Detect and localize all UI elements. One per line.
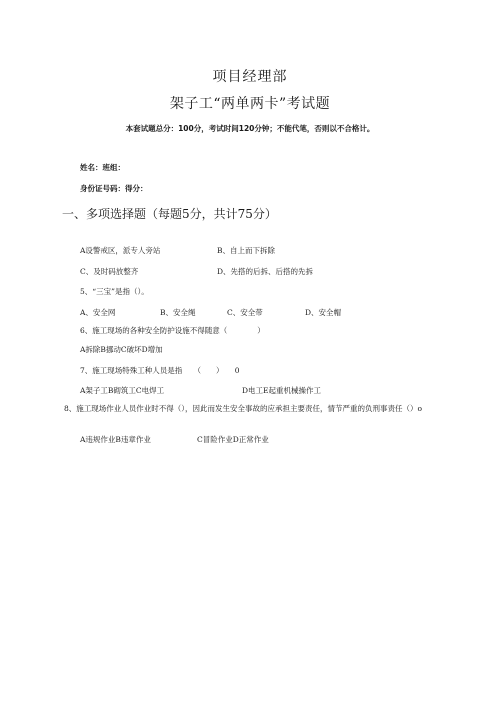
q8-options-a-b: A违规作业B违章作业 bbox=[80, 435, 151, 444]
q5-option-d: D、安全帽 bbox=[305, 308, 342, 317]
q4-option-b: B、自上而下拆除 bbox=[217, 246, 276, 255]
section-title: 一、多项选择题（每题5分，共计75分） bbox=[62, 207, 277, 221]
q5-text: 5、“三宝”是指（）。 bbox=[80, 287, 149, 296]
name-group-field: 姓名：班组： bbox=[80, 163, 125, 172]
q7-options-a-c: A架子工B砌筑工C电焊工 bbox=[80, 386, 165, 395]
q4-option-a: A设警戒区，派专人旁站 bbox=[80, 246, 161, 255]
exam-notice: 本套试题总分：100分，考试时间120分钟；不能代笔，否则以不合格计。 bbox=[125, 124, 375, 133]
department-title: 项目经理部 bbox=[212, 69, 288, 85]
q6-text: 6、施工现场的各种安全防护设施不得随意（ ） bbox=[80, 326, 265, 335]
q6-options: A拆除B挪动C破坏D增加 bbox=[80, 345, 163, 354]
q5-option-b: B、安全绳 bbox=[160, 308, 196, 317]
exam-title: 架子工“两单两卡”考试题 bbox=[169, 96, 331, 112]
q5-option-c: C、安全带 bbox=[227, 308, 263, 317]
q7-text: 7、施工现场特殊工种人员是指 （ ） 0 bbox=[80, 366, 240, 375]
q7-option-d: D电工E起重机械操作工 bbox=[242, 386, 321, 395]
q4-option-c: C、及时码放整齐 bbox=[80, 267, 139, 276]
q4-option-d: D、先搭的后拆、后搭的先拆 bbox=[217, 267, 314, 276]
q8-options-c-d: C冒险作业D正常作业 bbox=[197, 435, 269, 444]
q5-option-a: A、安全网 bbox=[80, 308, 116, 317]
q8-text: 8、施工现场作业人员作业时不得（），因此而发生安全事故的应承担主要责任，情节严重的负刑事责任（）o bbox=[64, 404, 423, 413]
id-score-field: 身份证号码：得分： bbox=[80, 184, 148, 193]
